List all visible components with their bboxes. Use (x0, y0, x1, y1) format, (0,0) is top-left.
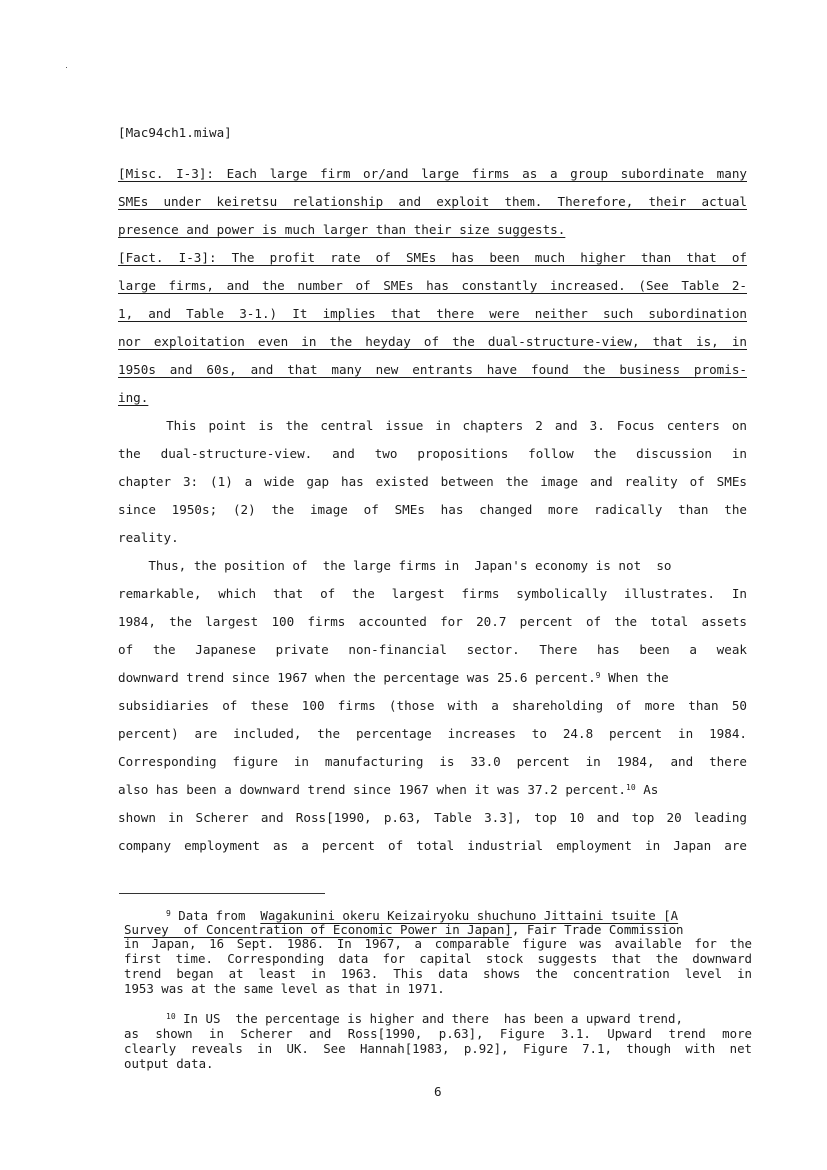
para2-line-7: percent) are included, the percentage increases to 24.8 percent in 1984. (118, 726, 747, 741)
footnote-separator (119, 893, 325, 894)
para2-line-3: 1984, the largest 100 firms accounted for 20.7 percent of the total assets (118, 614, 747, 629)
para2-line-4: of the Japanese private non-financial sector. There has been a weak (118, 642, 747, 657)
footnote-9-title: Wagakunini okeru Keizairyoku shuchuno Jittaini tsuite [A (260, 908, 679, 923)
misc-line-2: SMEs under keiretsu relationship and exploit them. Therefore, their actual (118, 194, 747, 209)
footnote-ref-10: 10 (626, 783, 636, 792)
footnote-9-after-title: , Fair Trade Commission (511, 922, 684, 937)
footnote-10-line-4: output data. (124, 1056, 214, 1071)
footnote-9-prefix: Data from (170, 908, 261, 923)
footnote-10-marker: 10 (166, 1012, 176, 1021)
fact-line-5: 1950s and 60s, and that many new entrants have found the business promis- (118, 362, 747, 377)
para2-line-9-tail: As (635, 782, 659, 797)
para2-line-8: Corresponding figure in manufacturing is 33.0 percent in 1984, and there (118, 754, 747, 769)
footnote-9-line-5: trend began at least in 1963. This data shows the concentration level in (124, 966, 752, 981)
footnote-10-line-3: clearly reveals in UK. See Hannah[1983, p.92], Figure 7.1, though with net (124, 1041, 752, 1056)
para2-line-5-tail: When the (600, 670, 669, 685)
fact-line-1: [Fact. I-3]: The profit rate of SMEs has been much higher than that of (118, 250, 747, 265)
footnote-9-line-6: 1953 was at the same level as that in 1971. (124, 981, 445, 996)
para1-line-2: the dual-structure-view. and two propositions follow the discussion in (118, 446, 747, 461)
footnote-ref-9: 9 (595, 671, 601, 680)
misc-line-1: [Misc. I-3]: Each large firm or/and large firms as a group subordinate many (118, 166, 747, 181)
footnote-9-line-4: first time. Corresponding data for capital stock suggests that the downward (124, 951, 752, 966)
para1-line-4: since 1950s; (2) the image of SMEs has changed more radically than the (118, 502, 747, 517)
para1-line-1-text: This point is the central issue in chapters 2 and 3. Focus centers on (118, 418, 747, 433)
para1-line-5: reality. (118, 530, 179, 545)
para2-line-5 (118, 670, 747, 685)
para1-line-1 (118, 418, 747, 433)
footnote-9-title-2: Survey of Concentration of Economic Power in Japan] (124, 922, 512, 937)
fact-line-4: nor exploitation even in the heyday of the dual-structure-view, that is, in (118, 334, 747, 349)
footnote-10-line-1 (166, 1013, 752, 1025)
para2-line-6: subsidiaries of these 100 firms (those with a shareholding of more than 50 (118, 698, 747, 713)
footnote-10-line-2: as shown in Scherer and Ross[1990, p.63], Figure 3.1. Upward trend more (124, 1026, 752, 1041)
scan-speck (66, 67, 67, 68)
para2-line-5-text: downward trend since 1967 when the percentage was 25.6 percent. (118, 670, 596, 685)
footnote-9-line-2 (124, 924, 752, 936)
footnote-9-line-3: in Japan, 16 Sept. 1986. In 1967, a comparable figure was available for the (124, 936, 752, 951)
footnote-9-line-1 (166, 910, 752, 922)
fact-line-2: large firms, and the number of SMEs has constantly increased. (See Table 2- (118, 278, 747, 293)
para2-line-10: shown in Scherer and Ross[1990, p.63, Table 3.3], top 10 and top 20 leading (118, 810, 747, 825)
footnote-10-text-1: In US the percentage is higher and there has been a upward trend, (175, 1011, 683, 1026)
para2-line-1: Thus, the position of the large firms in Japan's economy is not so (118, 558, 672, 573)
fact-line-3: 1, and Table 3-1.) It implies that there were neither such subordination (118, 306, 747, 321)
para2-line-11: company employment as a percent of total industrial employment in Japan are (118, 838, 747, 853)
fact-line-6: ing. (118, 390, 149, 405)
footnote-9-marker: 9 (166, 909, 171, 918)
para1-line-3: chapter 3: (1) a wide gap has existed between the image and reality of SMEs (118, 474, 747, 489)
para2-line-9 (118, 782, 747, 797)
file-label: [Mac94ch1.miwa] (118, 125, 232, 140)
misc-line-3: presence and power is much larger than their size suggests. (118, 222, 566, 237)
para2-line-9-text: also has been a downward trend since 1967 when it was 37.2 percent. (118, 782, 626, 797)
page-number: 6 (434, 1084, 442, 1099)
para2-line-2: remarkable, which that of the largest firms symbolically illustrates. In (118, 586, 747, 601)
